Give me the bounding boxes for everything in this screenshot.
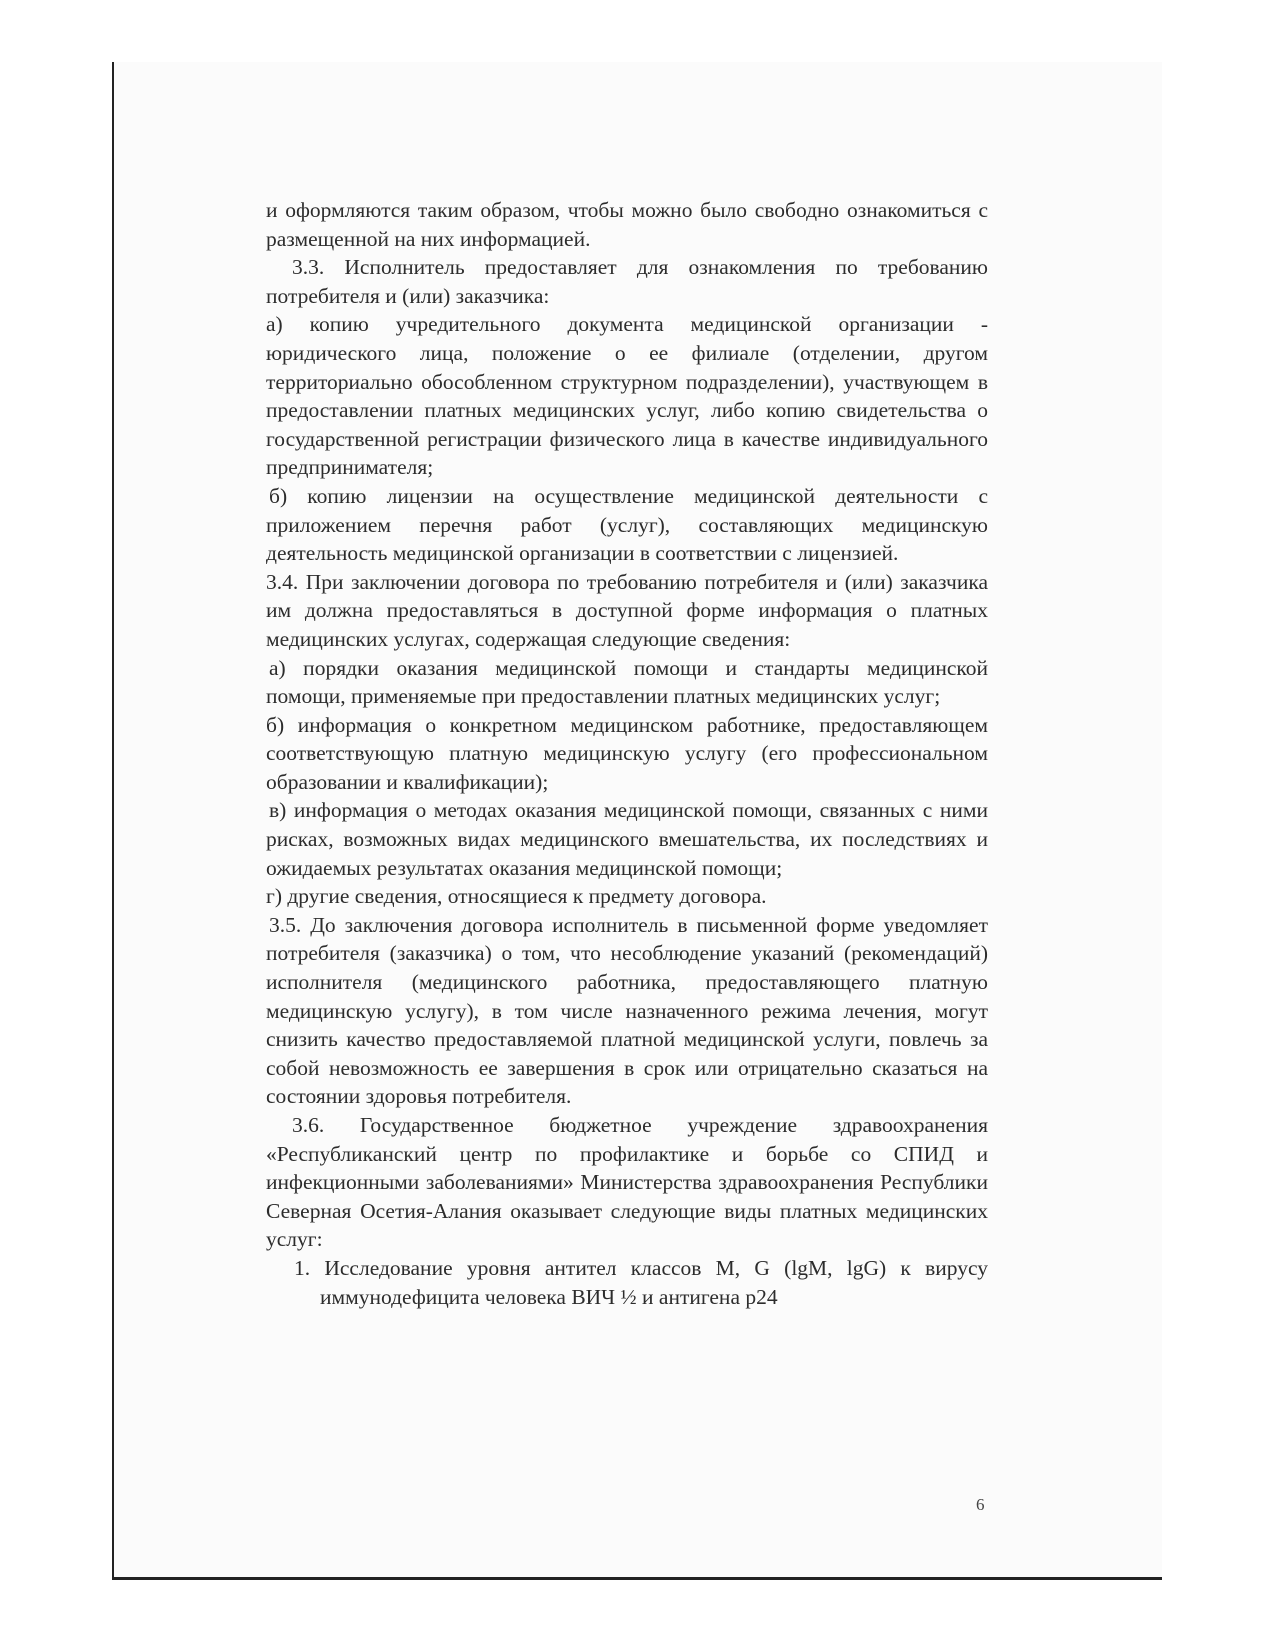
paragraph-3-3-b: б) копию лицензии на осуществление медицинской деятельности с приложением перечня работ (услуг), составляющих медицинскую деятельность медицинской организации в соответствии с лицензией. bbox=[266, 483, 988, 566]
list-item-1: 1. Исследование уровня антител классов М, G (lgM, lgG) к вирусу иммунодефицита человека ВИЧ ½ и антигена р24 bbox=[294, 1255, 988, 1309]
paragraph-3-3-a: а) копию учредительного документа медицинской организации - юридического лица, положение о ее филиале (отделении, другом территориально обособленном структурном подразделении), участвующем в предоставлении платных медицинских услуг, либо копию свидетельства о государственной регистрации физического лица в качестве индивидуального предпринимателя; bbox=[266, 312, 988, 480]
paragraph-3-4-b: б) информация о конкретном медицинском работнике, предоставляющем соответствующую платную медицинскую услугу (его профессиональном образовании и квалификации); bbox=[266, 712, 988, 794]
paragraph-3-4-v: в) информация о методах оказания медицинской помощи, связанных с ними рисках, возможных видах медицинского вмешательства, их последствиях и ожидаемых результатах оказания медицинской помощи; bbox=[266, 798, 988, 880]
page-number: 6 bbox=[976, 1495, 985, 1514]
paragraph-3-4-a: а) порядки оказания медицинской помощи и стандарты медицинской помощи, применяемые при предоставлении платных медицинских услуг; bbox=[266, 655, 988, 709]
paragraph-continuation: и оформляются таким образом, чтобы можно было свободно ознакомиться с размещенной на них информацией. bbox=[266, 198, 988, 251]
paragraph-3-5: 3.5. До заключения договора исполнитель в письменной форме уведомляет потребителя (заказчика) о том, что несоблюдение указаний (рекомендаций) исполнителя (медицинского работника, предоставляющего платную медицинскую услугу), в том числе назначенного режима лечения, могут снизить качество предоставляемой платной медицинской услуги, повлечь за собой невозможность ее завершения в срок или отрицательно сказаться на состоянии здоровья потребителя. bbox=[266, 912, 988, 1109]
paragraph-3-4: 3.4. При заключении договора по требованию потребителя и (или) заказчика им должна предоставляться в доступной форме информация о платных медицинских услугах, содержащая следующие сведения: bbox=[266, 569, 988, 651]
paragraph-3-3: 3.3. Исполнитель предоставляет для ознакомления по требованию потребителя и (или) заказчика: bbox=[266, 255, 988, 308]
paragraph-3-4-g: г) другие сведения, относящиеся к предмету договора. bbox=[266, 884, 767, 909]
document-body bbox=[266, 196, 988, 1311]
paragraph-3-6: 3.6. Государственное бюджетное учреждение здравоохранения «Республиканский центр по профилактике и борьбе со СПИД и инфекционными заболеваниями» Министерства здравоохранения Республики Северная Осетия-Алания оказывает следующие виды платных медицинских услуг: bbox=[266, 1113, 988, 1252]
